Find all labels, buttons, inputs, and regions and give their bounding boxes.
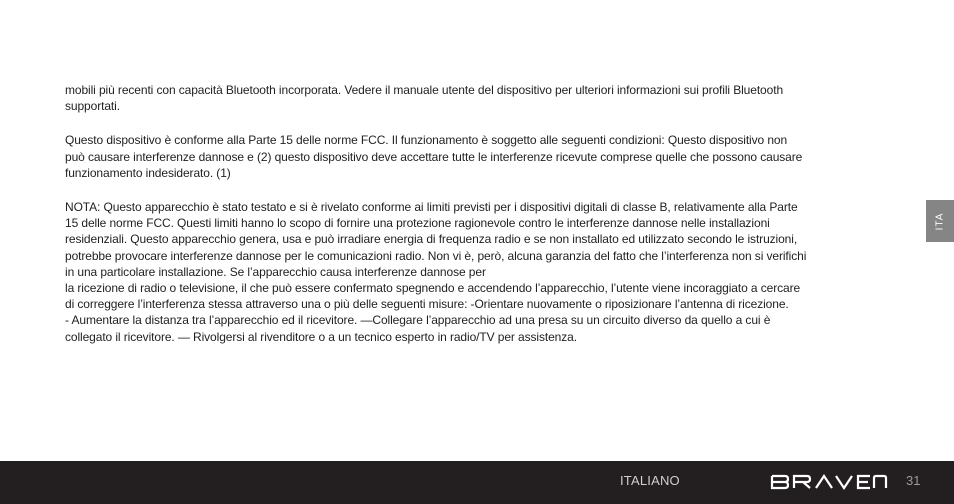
paragraph-line: collegato il ricevitore. — Rivolgersi al rivenditore o a un tecnico esperto in radio/TV per assistenza. [65,329,577,344]
paragraph-line: Questo dispositivo è conforme alla Parte 15 delle norme FCC. Il funzionamento è soggetto alle seguenti condizioni: Questo dispositivo non [65,133,788,148]
paragraph-line: potrebbe provocare interferenze dannose per le comunicazioni radio. Non vi è, però, alcuna garanzia del fatto che l’interferenza non si verifichi [65,248,807,263]
paragraph-line: residenziali. Questo apparecchio genera, usa e può irradiare energia di frequenza radio e se non installato ed utilizzato secondo le istruzioni, [65,232,798,247]
paragraph-line: funzionamento indesiderato. (1) [65,165,231,180]
language-side-tab [926,200,954,242]
paragraph-line: - Aumentare la distanza tra l’apparecchio ed il ricevitore. —Collegare l’apparecchio ad una presa su un circuito diverso da quello a cui è [65,313,771,328]
body-paragraph [65,82,887,114]
page-footer [0,461,954,504]
paragraph-line: NOTA: Questo apparecchio è stato testato e si è rivelato conforme ai limiti previsti per i dispositivi digitali di classe B, relativamente alla Parte [65,200,798,215]
braven-logo [770,474,888,490]
paragraph-line: può causare interferenze dannose e (2) questo dispositivo deve accettare tutte le interferenze ricevute comprese quelle che possono causare [65,149,803,164]
body-paragraph [65,132,887,181]
footer-language-label: ITALIANO [620,473,680,488]
paragraph-line: di correggere l’interferenza stessa attraverso una o più delle seguenti misure: -Orientare nuovamente o riposizionare l’antenna di ricezione. [65,297,789,312]
page-number: 31 [906,473,921,488]
language-side-tab-label: ITA [934,212,946,230]
paragraph-line: mobili più recenti con capacità Bluetooth incorporata. Vedere il manuale utente del dispositivo per ulteriori informazioni sui profili Bluetooth [65,83,784,97]
paragraph-line: in una particolare installazione. Se l’apparecchio causa interferenze dannose per [65,264,486,279]
paragraph-line: 15 delle norme FCC. Questi limiti hanno lo scopo di fornire una protezione ragionevole contro le interferenze dannose nelle installazioni [65,216,770,231]
paragraph-line: supportati. [65,99,120,114]
paragraph-line: la ricezione di radio o televisione, il che può essere confermato spegnendo e accendendo l’apparecchio, l’utente viene incoraggiato a cercare [65,281,801,296]
body-paragraph [65,199,887,345]
page-body [65,82,887,363]
